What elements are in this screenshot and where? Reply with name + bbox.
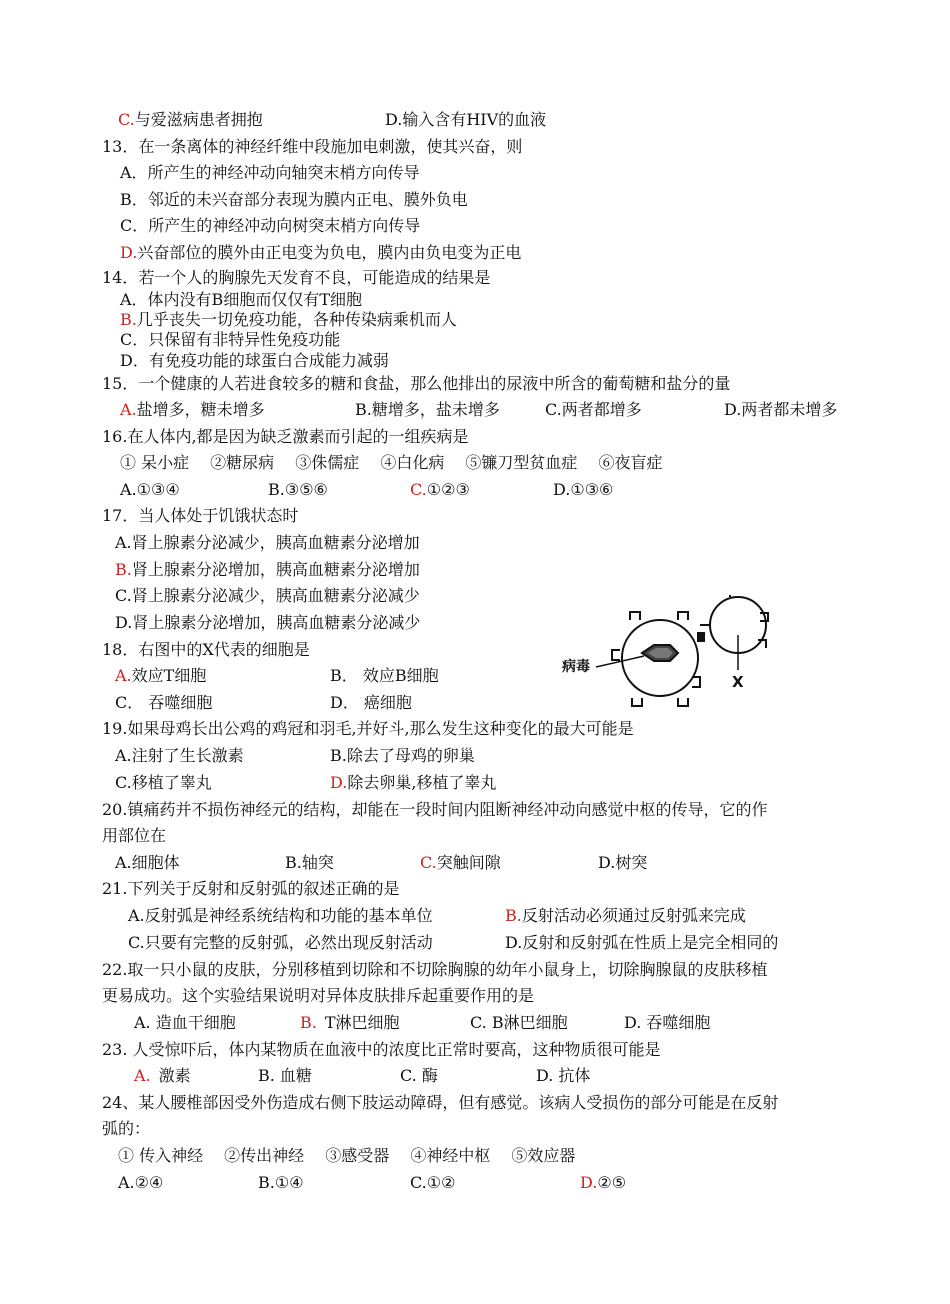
- q22-option-c: C. B淋巴细胞: [470, 1013, 568, 1032]
- q15-option-b: B.糖增多，盐未增多: [355, 400, 500, 419]
- q22-option-a: A. 造血干细胞: [134, 1013, 236, 1032]
- q14-option-a: A．体内没有B细胞而仅仅有T细胞: [120, 290, 362, 309]
- q13-stem: 13．在一条离体的神经纤维中段施加电刺激，使其兴奋，则: [102, 137, 523, 156]
- q17-option-d: D.肾上腺素分泌增加，胰高血糖素分泌减少: [115, 613, 421, 632]
- answer-letter: D.: [580, 1173, 598, 1192]
- answer-letter: B.: [115, 560, 132, 579]
- q22-stem-line2: 更易成功。这个实验结果说明对异体皮肤排斥起重要作用的是: [102, 986, 535, 1005]
- q13-option-b: B．邻近的未兴奋部分表现为膜内正电、膜外负电: [120, 190, 468, 209]
- q20-option-d: D.树突: [598, 853, 648, 872]
- answer-letter: C.: [118, 110, 135, 129]
- q21-option-a: A.反射弧是神经系统结构和功能的基本单位: [128, 906, 433, 925]
- q21-stem: 21.下列关于反射和反射弧的叙述正确的是: [102, 879, 400, 898]
- q12-option-d: D.输入含有HIV的血液: [385, 110, 547, 129]
- q16-items: ① 呆小症 ②糖尿病 ③侏儒症 ④白化病 ⑤镰刀型贫血症 ⑥夜盲症: [120, 453, 663, 472]
- q14-option-d: D．有免疫功能的球蛋白合成能力减弱: [120, 351, 389, 370]
- q23-option-a: A. 激素: [134, 1066, 191, 1085]
- q18-option-b: B． 效应B细胞: [330, 666, 439, 685]
- q24-option-b: B.①④: [258, 1173, 304, 1192]
- answer-letter: A.: [115, 666, 132, 685]
- q18-option-d: D． 癌细胞: [330, 693, 412, 712]
- q20-option-b: B.轴突: [285, 853, 334, 872]
- q14-option-b: B.几乎丧失一切免疫功能，各种传染病乘机而人: [120, 310, 457, 329]
- q13-option-c: C．所产生的神经冲动向树突末梢方向传导: [120, 216, 421, 235]
- q19-option-a: A.注射了生长激素: [115, 746, 244, 765]
- q24-stem-line2: 弧的：: [102, 1119, 151, 1138]
- q18-option-c: C． 吞噬细胞: [115, 693, 213, 712]
- figure-label-virus: 病毒: [562, 659, 590, 675]
- q19-stem: 19.如果母鸡长出公鸡的鸡冠和羽毛,并好斗,那么发生这种变化的最大可能是: [102, 719, 634, 738]
- q15-option-c: C.两者都增多: [545, 400, 642, 419]
- figure-label-x: X: [732, 673, 744, 691]
- contact-block: [697, 632, 705, 642]
- q18-option-a: A.效应T细胞: [115, 666, 207, 685]
- q13-option-a: A．所产生的神经冲动向轴突末梢方向传导: [120, 163, 420, 182]
- q17-stem: 17．当人体处于饥饿状态时: [102, 506, 299, 525]
- answer-letter: A.: [134, 1066, 151, 1085]
- q19-option-b: B.除去了母鸡的卵巢: [330, 746, 475, 765]
- q22-option-d: D. 吞噬细胞: [624, 1013, 711, 1032]
- answer-letter: D.: [120, 243, 138, 262]
- q17-option-a: A.肾上腺素分泌减少，胰高血糖素分泌增加: [115, 533, 420, 552]
- q19-option-d: D.除去卵巢,移植了睾丸: [330, 773, 497, 792]
- answer-letter: C.: [410, 480, 427, 499]
- q21-option-d: D.反射和反射弧在性质上是完全相同的: [505, 933, 779, 952]
- q22-stem-line1: 22.取一只小鼠的皮肤，分别移植到切除和不切除胸腺的幼年小鼠身上，切除胸腺鼠的皮肤移植: [102, 960, 768, 979]
- q17-option-b: B.肾上腺素分泌增加，胰高血糖素分泌增加: [115, 560, 420, 579]
- q24-items: ① 传入神经 ②传出神经 ③感受器 ④神经中枢 ⑤效应器: [118, 1146, 576, 1165]
- cell-diagram-figure: [560, 595, 780, 715]
- q16-stem: 16.在人体内,都是因为缺乏激素而引起的一组疾病是: [102, 427, 469, 446]
- q21-option-b: B.反射活动必须通过反射弧来完成: [505, 906, 746, 925]
- q23-option-b: B. 血糖: [258, 1066, 312, 1085]
- q24-stem-line1: 24、某人腰椎部因受外伤造成右侧下肢运动障碍，但有感觉。该病人受损伤的部分可能是在反射: [102, 1093, 779, 1112]
- q16-option-a: A.①③④: [120, 480, 180, 499]
- q21-option-c: C.只要有完整的反射弧，必然出现反射活动: [128, 933, 433, 952]
- q16-option-d: D.①③⑥: [553, 480, 614, 499]
- answer-letter: B.: [505, 906, 522, 925]
- answer-letter: B.: [120, 310, 137, 329]
- q24-option-a: A.②④: [118, 1173, 164, 1192]
- q24-option-d: D.②⑤: [580, 1173, 627, 1192]
- q23-stem: 23. 人受惊吓后，体内某物质在血液中的浓度比正常时要高，这种物质很可能是: [102, 1040, 661, 1059]
- q20-stem-line1: 20.镇痛药并不损伤神经元的结构，却能在一段时间内阻断神经冲动向感觉中枢的传导，它的作: [102, 800, 768, 819]
- q17-option-c: C.肾上腺素分泌减少，胰高血糖素分泌减少: [115, 586, 420, 605]
- q18-stem: 18．右图中的X代表的细胞是: [102, 640, 310, 659]
- q19-option-c: C.移植了睾丸: [115, 773, 212, 792]
- q24-option-c: C.①②: [410, 1173, 456, 1192]
- q15-option-a: A.盐增多，糖未增多: [120, 400, 265, 419]
- q14-stem: 14．若一个人的胸腺先天发育不良，可能造成的结果是: [102, 268, 491, 287]
- q15-option-d: D.两者都未增多: [724, 400, 838, 419]
- q15-stem: 15．一个健康的人若进食较多的糖和食盐，那么他排出的尿液中所含的葡萄糖和盐分的量: [102, 374, 731, 393]
- q14-option-c: C．只保留有非特异性免疫功能: [120, 330, 341, 349]
- q16-option-c: C.①②③: [410, 480, 470, 499]
- answer-letter: D.: [330, 773, 348, 792]
- q20-option-c: C.突触间隙: [420, 853, 501, 872]
- q23-option-c: C. 酶: [400, 1066, 438, 1085]
- answer-letter: B.: [300, 1013, 317, 1032]
- q20-option-a: A.细胞体: [115, 853, 180, 872]
- q12-option-c: C.与爱滋病患者拥抱: [118, 110, 263, 129]
- q23-option-d: D. 抗体: [536, 1066, 591, 1085]
- answer-letter: C.: [420, 853, 437, 872]
- q16-option-b: B.③⑤⑥: [268, 480, 328, 499]
- q22-option-b: B. T淋巴细胞: [300, 1013, 400, 1032]
- answer-letter: A.: [120, 400, 137, 419]
- q20-stem-line2: 用部位在: [102, 826, 167, 845]
- q13-option-d: D.兴奋部位的膜外由正电变为负电，膜内由负电变为正电: [120, 243, 522, 262]
